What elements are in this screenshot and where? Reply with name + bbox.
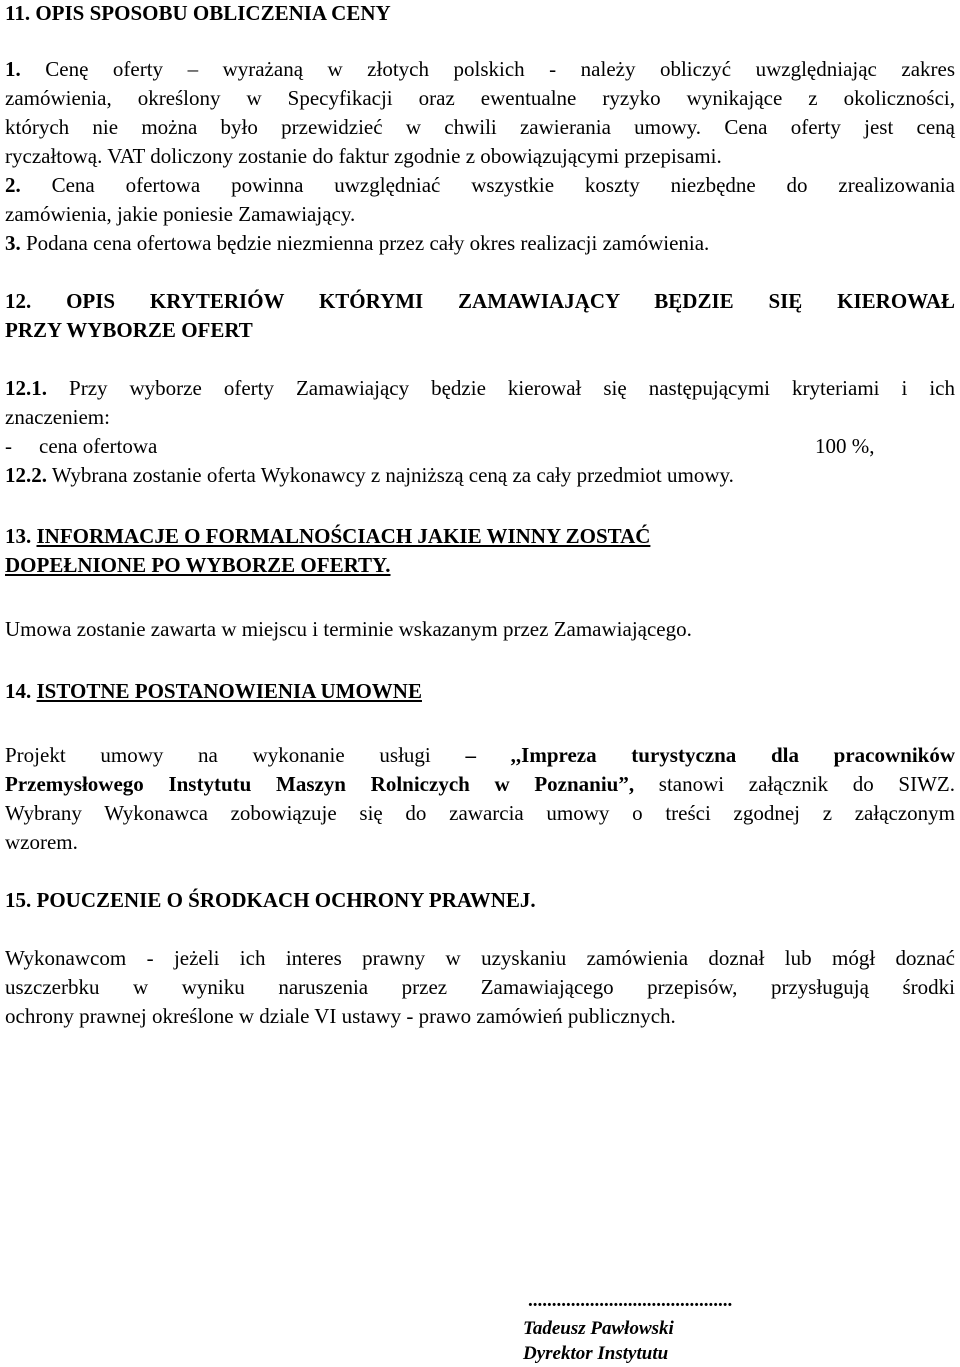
paragraph-bold: – ,,Impreza turystyczna dla pracowników: [465, 743, 956, 767]
section-number: 14.: [5, 679, 32, 703]
paragraph-text: Przy wyborze oferty Zamawiający będzie kierował się następującymi kryteriami i ich: [69, 376, 955, 400]
section-14-line-2: [5, 771, 955, 799]
item-number: 3.: [5, 231, 21, 255]
signature-dots: ...........................................: [528, 1290, 733, 1311]
item-number: 1.: [5, 57, 21, 81]
paragraph-text: Podana cena ofertowa będzie niezmienna przez cały okres realizacji zamówienia.: [26, 231, 710, 255]
section-11-item-2-line-2: zamówienia, jakie poniesie Zamawiający.: [5, 202, 356, 226]
section-11-item-3: [5, 230, 955, 258]
signature-title: Dyrektor Instytutu: [523, 1343, 669, 1364]
section-13-heading-line-2: [5, 552, 955, 580]
paragraph-text: Wybrana zostanie oferta Wykonawcy z najniższą ceną za cały przedmiot umowy.: [51, 463, 734, 487]
section-11-item-2-line-1: [5, 172, 955, 200]
item-number: 12.2.: [5, 463, 47, 487]
section-14-line-4: wzorem.: [5, 830, 78, 854]
paragraph-text: stanowi załącznik do SIWZ.: [658, 772, 955, 796]
section-12-heading-line-2: PRZY WYBORZE OFERT: [5, 318, 253, 342]
section-15-line-2: uszczerbku w wyniku naruszenia przez Zamawiającego przepisów, przysługują środki: [5, 975, 955, 999]
section-11-item-1-line-2: zamówienia, określony w Specyfikacji oraz ewentualne ryzyko wynikające z okoliczności,: [5, 86, 955, 110]
section-13-heading-line-1: [5, 523, 955, 551]
criterion-row: [5, 433, 955, 461]
section-12-item-1-line-1: [5, 375, 955, 403]
section-number: 13.: [5, 524, 32, 548]
section-title: ISTOTNE POSTANOWIENIA UMOWNE: [36, 679, 422, 703]
section-12-item-1-line-2: znaczeniem:: [5, 405, 110, 429]
section-11-item-1-line-4: ryczałtową. VAT doliczony zostanie do faktur zgodnie z obowiązującymi przepisami.: [5, 144, 722, 168]
paragraph-bold: Przemysłowego Instytutu Maszyn Rolniczych w Poznaniu”,: [5, 772, 635, 796]
item-number: 12.1.: [5, 376, 47, 400]
signature-name: Tadeusz Pawłowski: [523, 1318, 674, 1339]
section-11-heading: 11. OPIS SPOSOBU OBLICZENIA CENY: [5, 1, 391, 25]
section-title-cont: DOPEŁNIONE PO WYBORZE OFERTY.: [5, 553, 391, 577]
section-title: INFORMACJE O FORMALNOŚCIACH JAKIE WINNY ZOSTAĆ: [36, 524, 651, 548]
criterion-dash: -: [5, 434, 12, 458]
section-14-line-1: [5, 742, 955, 770]
section-15-line-3: ochrony prawnej określone w dziale VI ustawy - prawo zamówień publicznych.: [5, 1004, 676, 1028]
section-15-heading: 15. POUCZENIE O ŚRODKACH OCHRONY PRAWNEJ.: [5, 888, 536, 912]
section-15-line-1: Wykonawcom - jeżeli ich interes prawny w uzyskaniu zamówienia doznał lub mógł doznać: [5, 946, 955, 970]
criterion-name: cena ofertowa: [39, 434, 158, 458]
paragraph-text: Cena ofertowa powinna uwzględniać wszystkie koszty niezbędne do zrealizowania: [51, 173, 955, 197]
item-number: 2.: [5, 173, 21, 197]
section-11-item-1-line-3: których nie można było przewidzieć w chwili zawierania umowy. Cena oferty jest ceną: [5, 115, 955, 139]
section-14-heading: [5, 678, 955, 706]
section-12-item-2: [5, 462, 955, 490]
paragraph-text: Cenę oferty – wyrażaną w złotych polskich - należy obliczyć uwzględniając zakres: [45, 57, 956, 81]
section-14-line-3: Wybrany Wykonawca zobowiązuje się do zawarcia umowy o treści zgodnej z załączonym: [5, 801, 955, 825]
section-12-heading-line-1: 12. OPIS KRYTERIÓW KTÓRYMI ZAMAWIAJĄCY BĘDZIE SIĘ KIEROWAŁ: [5, 289, 955, 313]
criterion-weight: 100 %,: [815, 434, 875, 458]
paragraph-text: Projekt umowy na wykonanie usługi: [5, 743, 431, 767]
section-13-text: Umowa zostanie zawarta w miejscu i terminie wskazanym przez Zamawiającego.: [5, 617, 692, 641]
section-11-item-1-line-1: [5, 56, 955, 84]
